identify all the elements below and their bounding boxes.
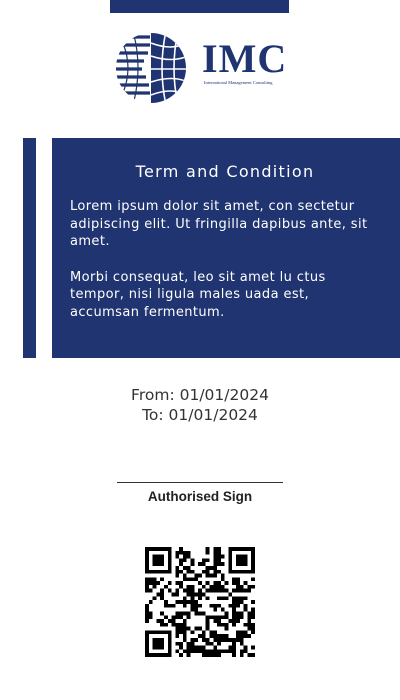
terms-paragraph: Morbi consequat, leo sit amet lu ctus tempor, nisi ligula males uada est, accumsan fermentum. xyxy=(70,269,326,320)
valid-from: From: 01/01/2024 xyxy=(131,386,269,404)
terms-panel xyxy=(52,138,400,358)
company-logo xyxy=(114,31,294,105)
qr-code xyxy=(145,547,255,657)
signature-line xyxy=(117,482,283,483)
validity-dates xyxy=(0,385,400,425)
qr-finder xyxy=(228,547,255,574)
globe-icon xyxy=(114,31,188,105)
side-accent-bar xyxy=(23,138,36,358)
valid-to: To: 01/01/2024 xyxy=(142,406,258,424)
qr-finder xyxy=(145,547,172,574)
signature-label: Authorised Sign xyxy=(147,489,253,504)
top-accent-bar xyxy=(110,0,289,13)
logo-tagline: International Management Consulting xyxy=(204,80,273,85)
logo-wordmark: IMC xyxy=(202,36,288,81)
qr-finder xyxy=(145,630,172,657)
terms-title: Term and Condition xyxy=(135,162,315,181)
terms-paragraph: Lorem ipsum dolor sit amet, con sectetur adipiscing elit. Ut fringilla dapibus ante, sit amet. xyxy=(70,199,368,249)
